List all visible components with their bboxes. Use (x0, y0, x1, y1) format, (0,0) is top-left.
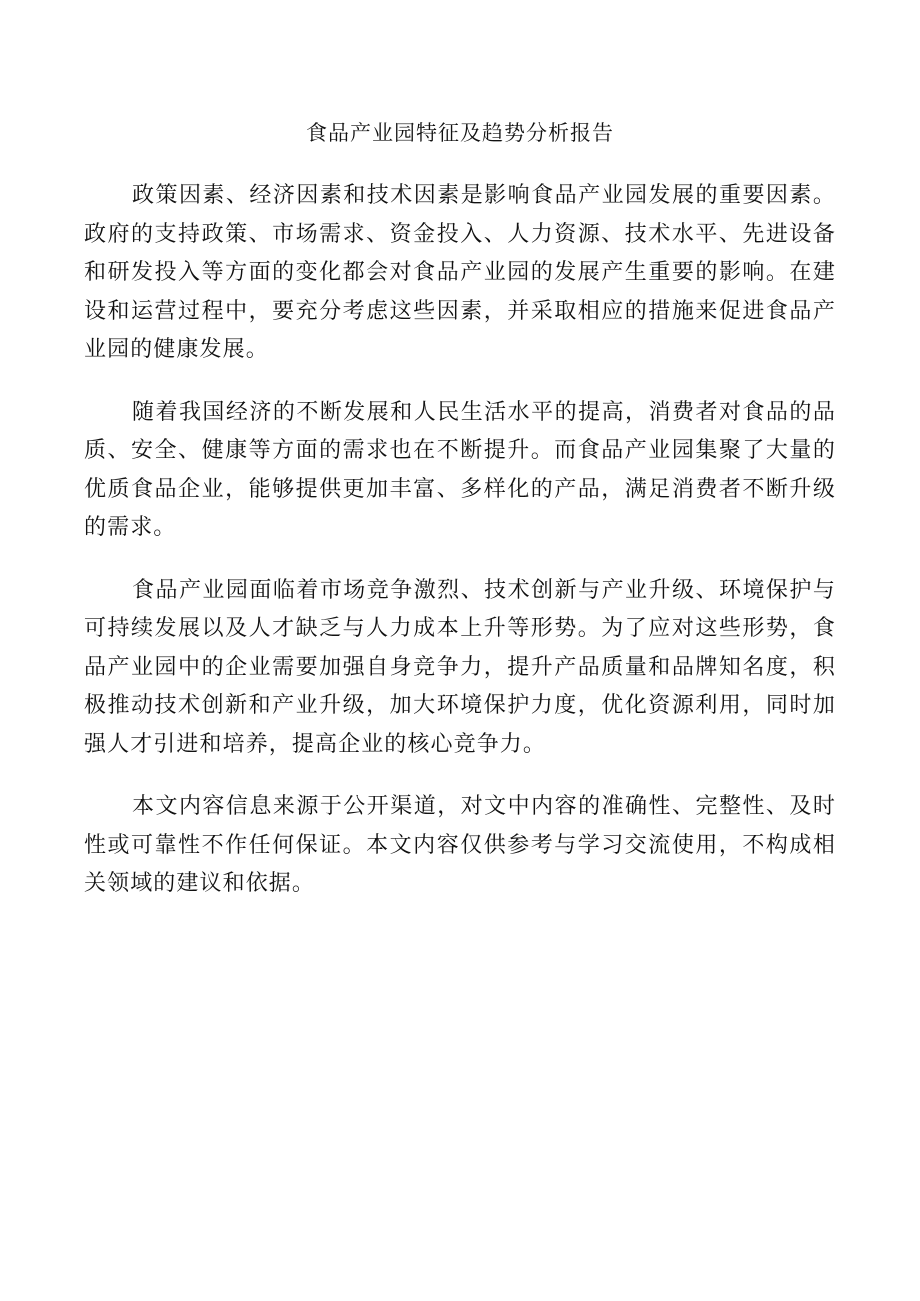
paragraph-4: 本文内容信息来源于公开渠道，对文中内容的准确性、完整性、及时性或可靠性不作任何保证。本文内容仅供参考与学习交流使用，不构成相关领域的建议和依据。 (84, 794, 836, 896)
paragraph-3: 食品产业园面临着市场竞争激烈、技术创新与产业升级、环境保护与可持续发展以及人才缺乏与人力成本上升等形势。为了应对这些形势，食品产业园中的企业需要加强自身竞争力，提升产品质量和品牌知名度，积极推动技术创新和产业升级，加大环境保护力度，优化资源利用，同时加强人才引进和培养，提高企业的核心竞争力。 (84, 577, 836, 757)
paragraph-2: 随着我国经济的不断发展和人民生活水平的提高，消费者对食品的品质、安全、健康等方面的需求也在不断提升。而食品产业园集聚了大量的优质食品企业，能够提供更加丰富、多样化的产品，满足消费者不断升级的需求。 (84, 399, 836, 540)
document-title: 食品产业园特征及趋势分析报告 (306, 121, 614, 145)
document-body (84, 177, 836, 928)
paragraph-1: 政策因素、经济因素和技术因素是影响食品产业园发展的重要因素。政府的支持政策、市场需求、资金投入、人力资源、技术水平、先进设备和研发投入等方面的变化都会对食品产业园的发展产生重要的影响。在建设和运营过程中，要充分考虑这些因素，并采取相应的措施来促进食品产业园的健康发展。 (84, 183, 836, 362)
